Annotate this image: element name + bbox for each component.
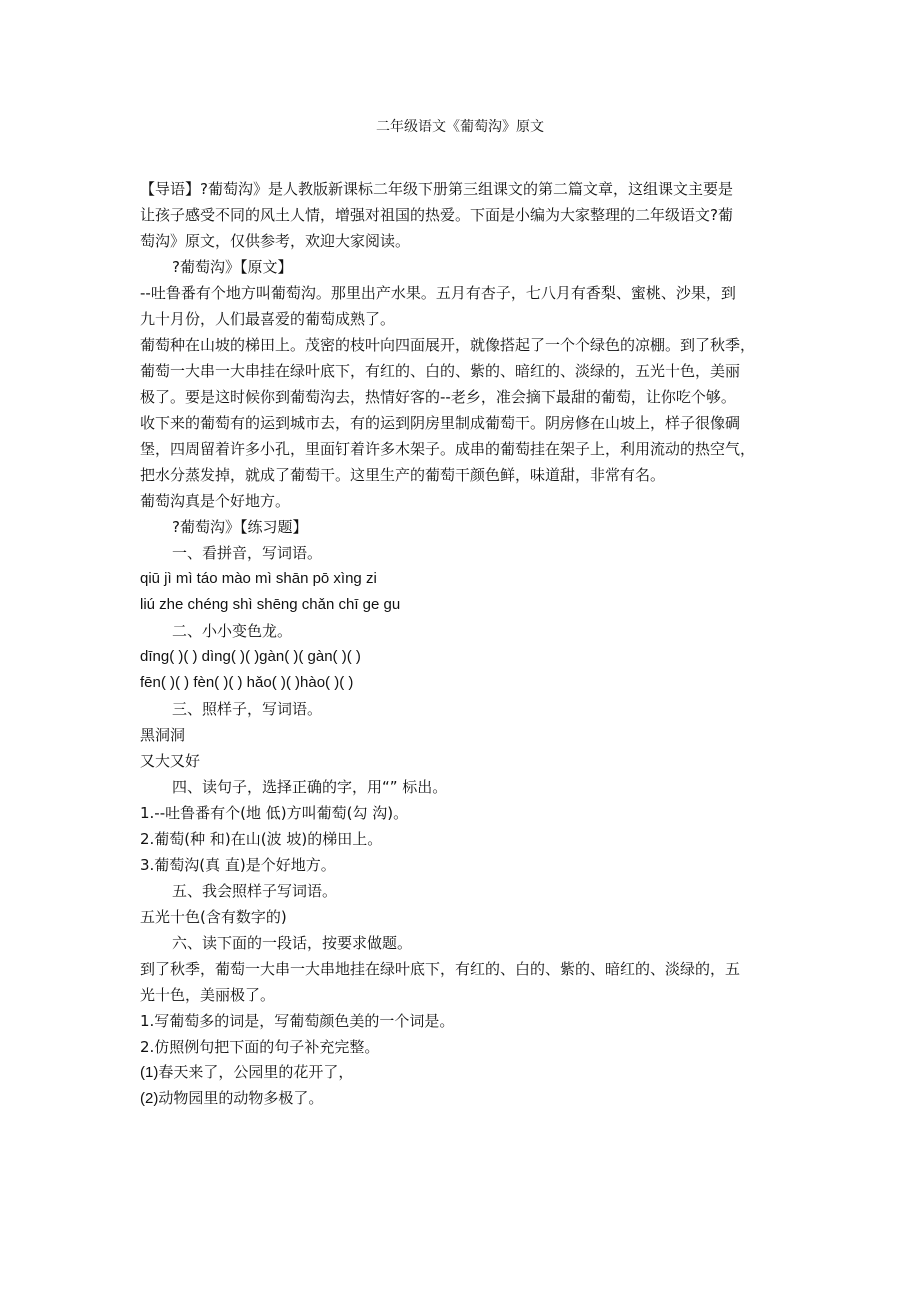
paragraph-line: 黑洞洞 — [140, 726, 186, 744]
paragraph-line: (2)动物园里的动物多极了。 — [140, 1090, 324, 1107]
paragraph-line: 【导语】?葡萄沟》是人教版新课标二年级下册第三组课文的第二篇文章，这组课文主要是 — [140, 180, 733, 198]
section-heading: 五、我会照样子写词语。 — [172, 882, 338, 900]
document-body — [140, 176, 800, 1112]
paragraph-line: 1.--吐鲁番有个(地 低)方叫葡萄(勾 沟)。 — [140, 804, 409, 822]
section-heading: 二、小小变色龙。 — [172, 622, 293, 640]
paragraph-line: 把水分蒸发掉，就成了葡萄干。这里生产的葡萄干颜色鲜，味道甜，非常有名。 — [140, 466, 666, 484]
paragraph-line: 又大又好 — [140, 752, 201, 770]
paragraph-line: 2.仿照例句把下面的句子补充完整。 — [140, 1038, 380, 1056]
section-heading: 四、读句子，选择正确的字，用“” 标出。 — [172, 778, 448, 796]
document-title: 二年级语文《葡萄沟》原文 — [376, 119, 544, 135]
paragraph-line: 收下来的葡萄有的运到城市去，有的运到阴房里制成葡萄干。阴房修在山坡上，样子很像碉 — [140, 414, 741, 432]
section-heading: 六、读下面的一段话，按要求做题。 — [172, 934, 413, 952]
paragraph-line: fēn( )( ) fèn( )( ) hǎo( )( )hào( )( ) — [140, 674, 354, 691]
paragraph-line: 堡，四周留着许多小孔，里面钉着许多木架子。成串的葡萄挂在架子上，利用流动的热空气， — [140, 440, 756, 458]
paragraph-line: dīng( )( ) dìng( )( )gàn( )( gàn( )( ) — [140, 648, 361, 665]
section-heading: 一、看拼音，写词语。 — [172, 544, 323, 562]
paragraph-line: 五光十色(含有数字的) — [140, 908, 287, 926]
paragraph-line: --吐鲁番有个地方叫葡萄沟。那里出产水果。五月有杏子，七八月有香梨、蜜桃、沙果，到 — [140, 284, 736, 302]
paragraph-line: 光十色，美丽极了。 — [140, 986, 276, 1004]
section-heading: 三、照样子，写词语。 — [172, 700, 323, 718]
paragraph-line: 1.写葡萄多的词是，写葡萄颜色美的一个词是。 — [140, 1012, 455, 1030]
paragraph-line: 葡萄种在山坡的梯田上。茂密的枝叶向四面展开，就像搭起了一个个绿色的凉棚。到了秋季， — [140, 336, 756, 354]
paragraph-line: qiū jì mì táo mào mì shān pō xìng zi — [140, 570, 377, 587]
section-heading: ?葡萄沟》【原文】 — [172, 258, 293, 276]
paragraph-line: 让孩子感受不同的风土人情，增强对祖国的热爱。下面是小编为大家整理的二年级语文?葡 — [140, 206, 733, 224]
paragraph-line: 葡萄一大串一大串挂在绿叶底下，有红的、白的、紫的、暗红的、淡绿的，五光十色，美丽 — [140, 362, 741, 380]
paragraph-line: 九十月份，人们最喜爱的葡萄成熟了。 — [140, 310, 396, 328]
paragraph-line: (1)春天来了，公园里的花开了， — [140, 1064, 354, 1081]
paragraph-line: 3.葡萄沟(真 直)是个好地方。 — [140, 856, 336, 874]
paragraph-line: liú zhe chéng shì shēng chǎn chī ge gu — [140, 596, 401, 613]
section-heading: ?葡萄沟》【练习题】 — [172, 518, 308, 536]
paragraph-line: 极了。要是这时候你到葡萄沟去，热情好客的--老乡，准会摘下最甜的葡萄，让你吃个够。 — [140, 388, 736, 406]
paragraph-line: 到了秋季，葡萄一大串一大串地挂在绿叶底下，有红的、白的、紫的、暗红的、淡绿的，五 — [140, 960, 741, 978]
paragraph-line: 葡萄沟真是个好地方。 — [140, 492, 291, 510]
paragraph-line: 2.葡萄(种 和)在山(波 坡)的梯田上。 — [140, 830, 383, 848]
paragraph-line: 萄沟》原文，仅供参考，欢迎大家阅读。 — [140, 232, 411, 250]
